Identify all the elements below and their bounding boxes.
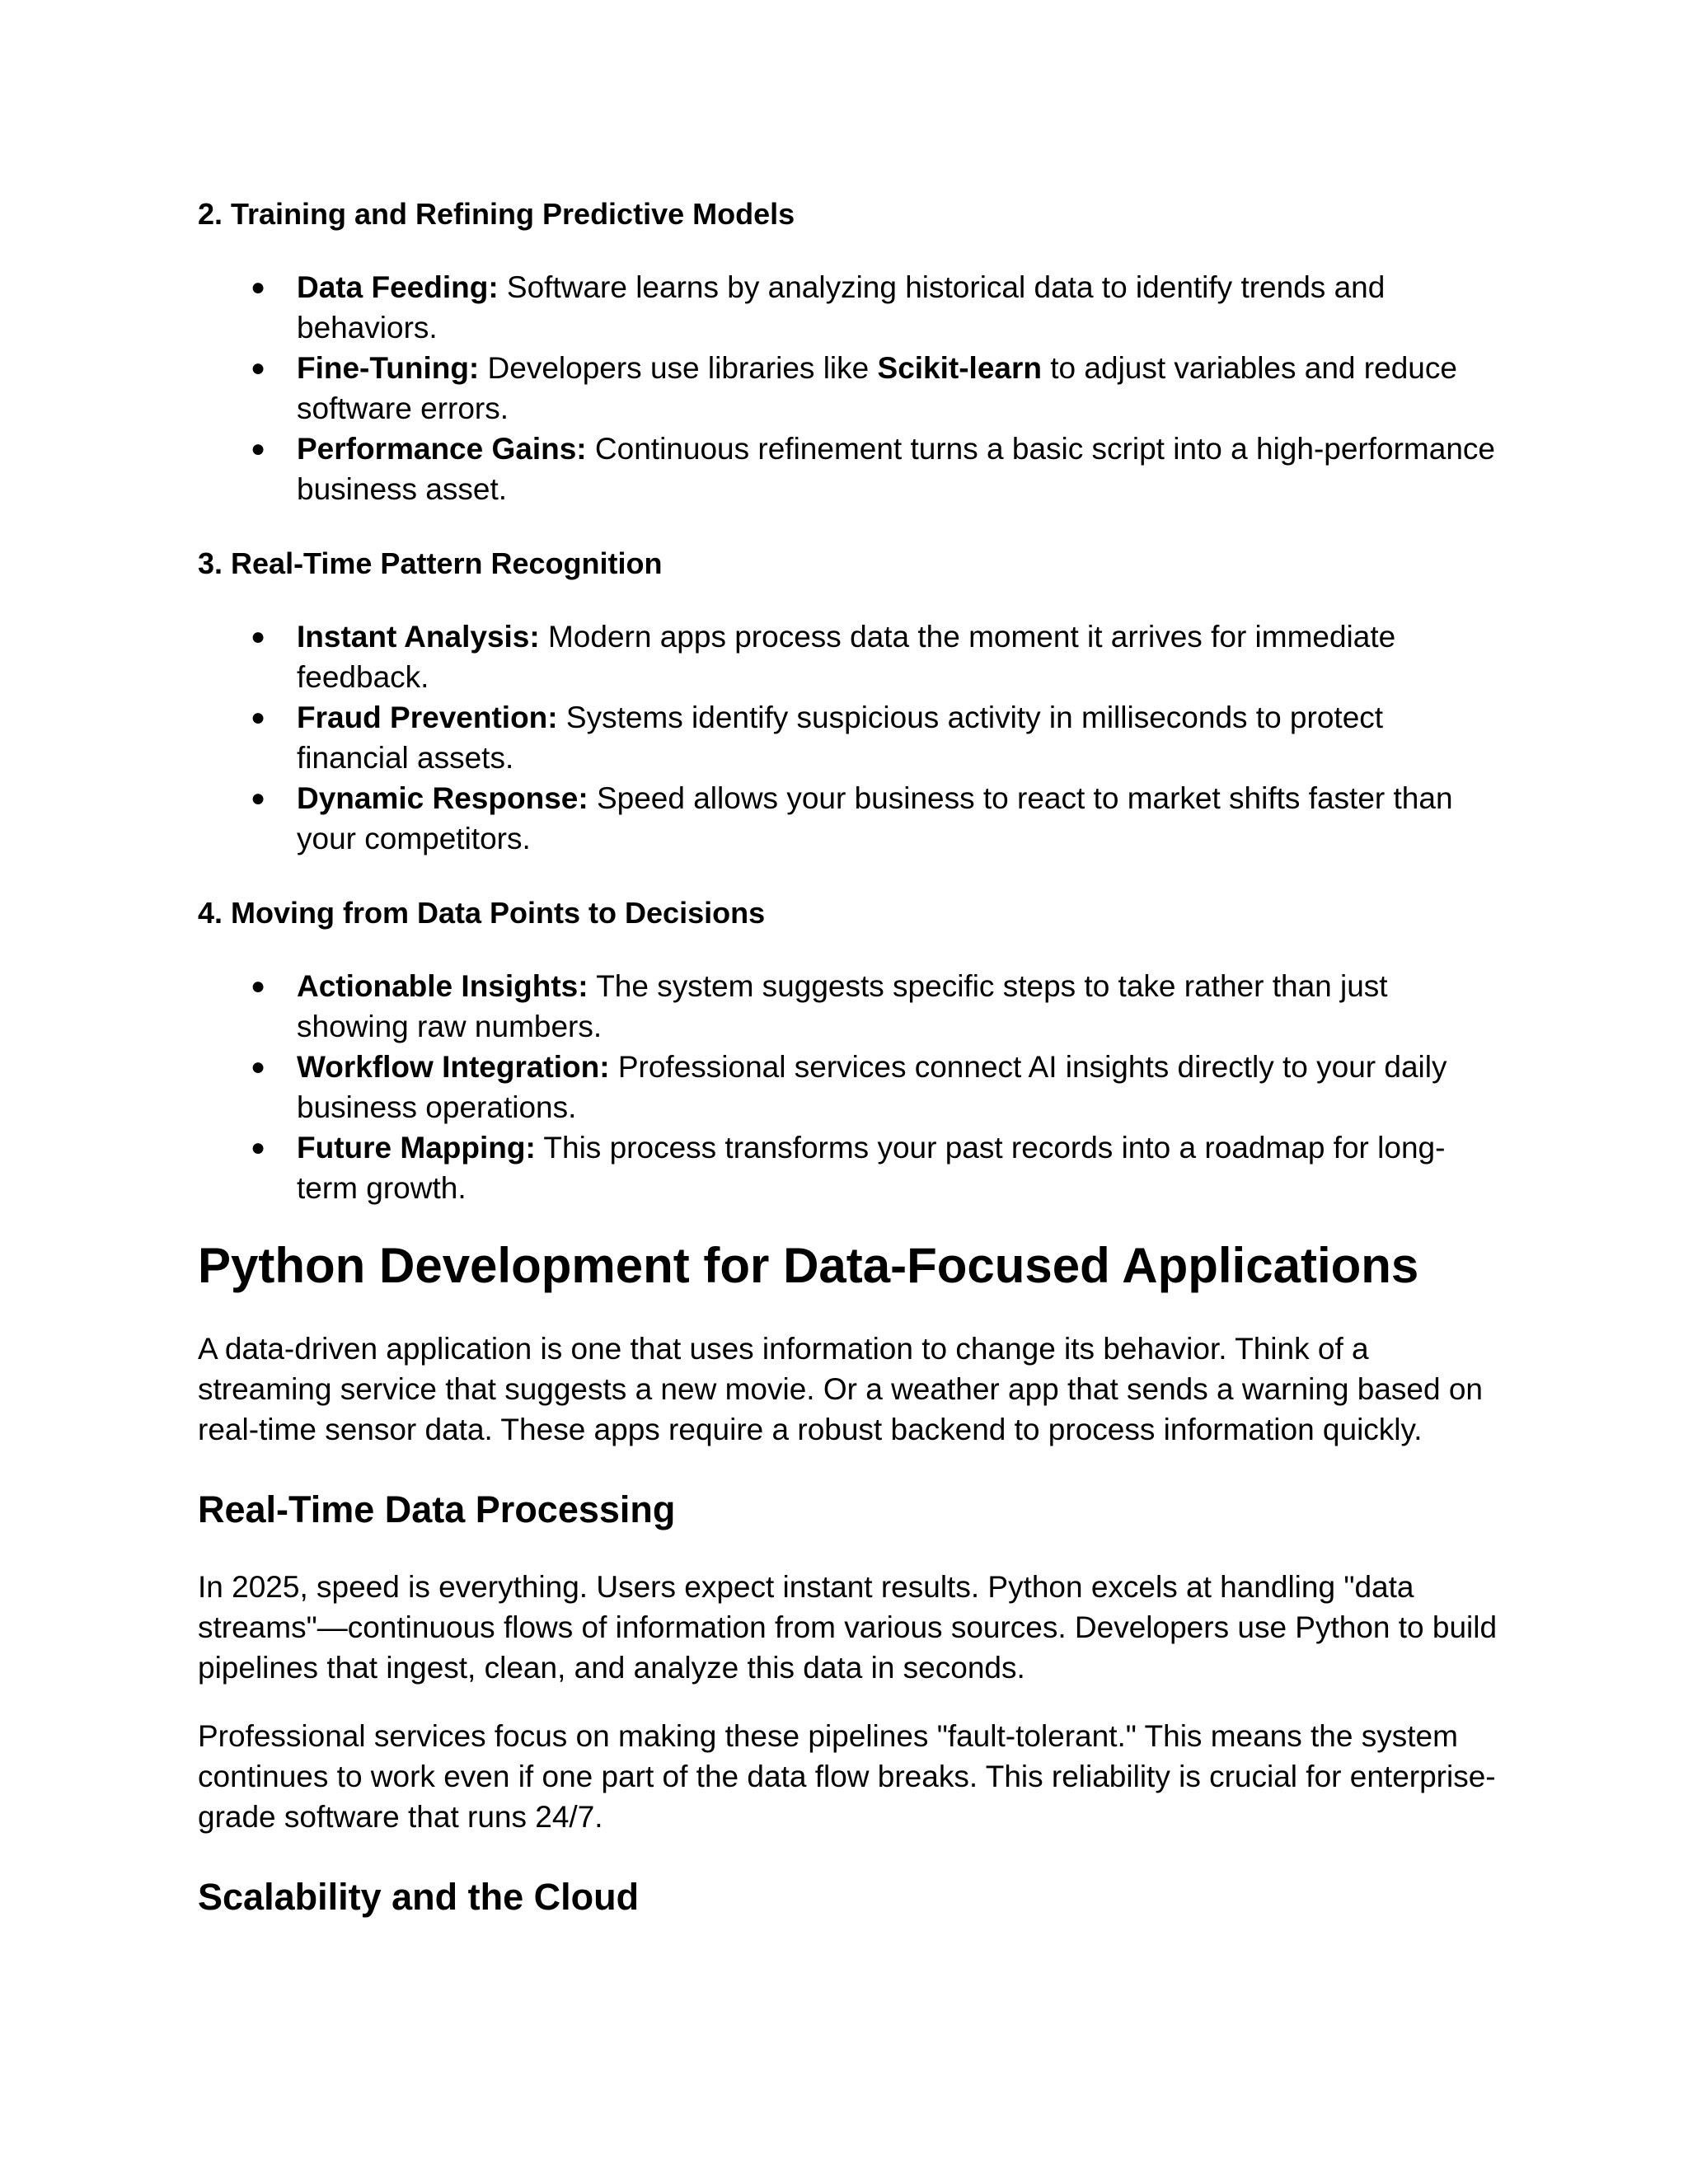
- list-item: [198, 778, 1500, 859]
- bullet-label: Dynamic Response:: [297, 781, 588, 815]
- bullet-text: Developers use libraries like: [479, 351, 878, 385]
- bullet-icon: ●: [251, 274, 266, 301]
- section-heading-pattern-recognition: 3. Real-Time Pattern Recognition: [198, 546, 663, 580]
- bullet-label: Fraud Prevention:: [297, 701, 558, 734]
- bullet-label: Future Mapping:: [297, 1131, 536, 1165]
- bullet-icon: ●: [251, 704, 266, 731]
- bullet-text: The system suggests specific steps to take rather than just showing raw numbers.: [297, 969, 1388, 1043]
- bullet-text: Continuous refinement turns a basic script into a high-performance business asset.: [297, 432, 1495, 506]
- bullet-list-training: [198, 267, 1500, 509]
- bullet-text: Professional services connect AI insights directly to your daily business operations.: [297, 1050, 1447, 1124]
- realtime-paragraph-2: Professional services focus on making these pipelines "fault-tolerant." This means the system continues to work even if one part of the data flow breaks. This reliability is crucial for enterprise-grade software that runs 24/7.: [198, 1719, 1496, 1834]
- list-item: [198, 697, 1500, 778]
- main-title: Python Development for Data-Focused Applications: [198, 1238, 1419, 1293]
- section-heading-training: 2. Training and Refining Predictive Models: [198, 197, 795, 231]
- bullet-text: This process transforms your past records into a roadmap for long-term growth.: [297, 1131, 1446, 1205]
- bullet-list-pattern-recognition: [198, 616, 1500, 859]
- document-content: [198, 194, 1500, 1921]
- section-decisions: [198, 893, 1500, 1208]
- realtime-heading: Real-Time Data Processing: [198, 1488, 676, 1530]
- bullet-text: Software learns by analyzing historical data to identify trends and behaviors.: [297, 270, 1386, 344]
- bullet-label: Actionable Insights:: [297, 969, 588, 1003]
- intro-paragraph: A data-driven application is one that uses information to change its behavior. Think of a streaming service that suggests a new movie. Or a weather app that sends a warning based on real-time sensor data. These apps require a robust backend to process information quickly.: [198, 1332, 1483, 1446]
- list-item: [198, 429, 1500, 509]
- bullet-label: Performance Gains:: [297, 432, 587, 466]
- bullet-icon: ●: [251, 1053, 266, 1080]
- list-item: [198, 1127, 1500, 1208]
- bullet-label: Instant Analysis:: [297, 620, 540, 654]
- bullet-bold-term: Scikit-learn: [877, 351, 1042, 385]
- bullet-icon: ●: [251, 354, 266, 382]
- section-heading-decisions: 4. Moving from Data Points to Decisions: [198, 896, 766, 930]
- list-item: [198, 1047, 1500, 1127]
- section-training: [198, 194, 1500, 509]
- bullet-icon: ●: [251, 435, 266, 462]
- bullet-text: Modern apps process data the moment it arrives for immediate feedback.: [297, 620, 1396, 694]
- bullet-label: Workflow Integration:: [297, 1050, 610, 1084]
- bullet-icon: ●: [251, 785, 266, 812]
- bullet-icon: ●: [251, 623, 266, 650]
- scalability-heading: Scalability and the Cloud: [198, 1876, 640, 1918]
- bullet-text: Speed allows your business to react to market shifts faster than your competitors.: [297, 781, 1453, 855]
- bullet-text: Systems identify suspicious activity in milliseconds to protect financial assets.: [297, 701, 1384, 775]
- list-item: [198, 966, 1500, 1047]
- realtime-paragraph-1: In 2025, speed is everything. Users expect instant results. Python excels at handling "data streams"—continuous flows of information from various sources. Developers use Python to build pipelines that ingest, clean, and analyze this data in seconds.: [198, 1570, 1498, 1685]
- list-item: [198, 348, 1500, 429]
- bullet-label: Data Feeding:: [297, 270, 499, 304]
- bullet-icon: ●: [251, 972, 266, 1000]
- bullet-icon: ●: [251, 1134, 266, 1161]
- bullet-text-tail: to adjust variables and reduce software errors.: [297, 351, 1457, 425]
- bullet-label: Fine-Tuning:: [297, 351, 480, 385]
- section-pattern-recognition: [198, 544, 1500, 859]
- list-item: [198, 616, 1500, 697]
- list-item: [198, 267, 1500, 348]
- bullet-list-decisions: [198, 966, 1500, 1208]
